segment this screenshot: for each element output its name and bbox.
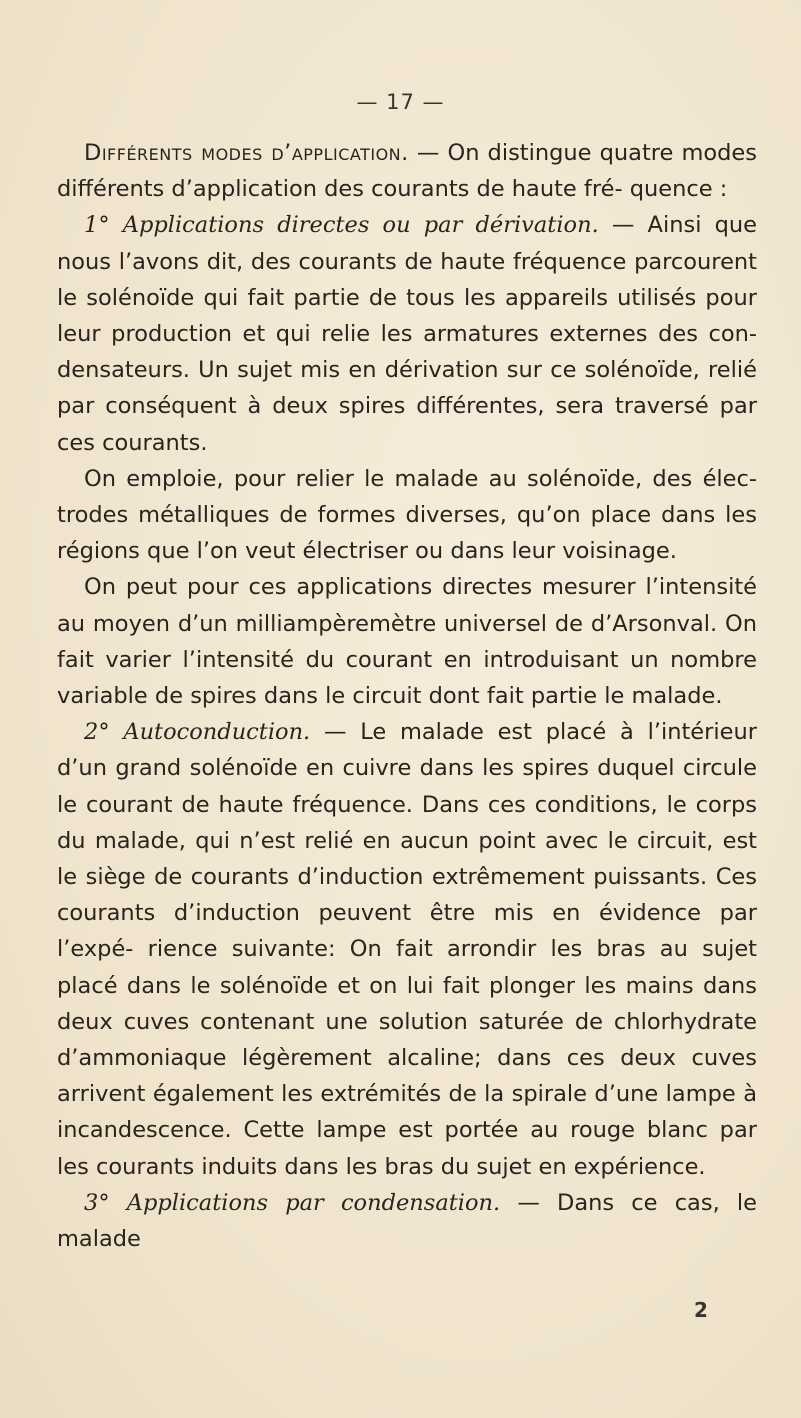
subsection-heading: 2° Autoconduction. [84, 719, 311, 746]
paragraph-electrodes [57, 461, 757, 570]
paragraph-text: On peut pour ces applications directes mesurer l’intensité au moyen d’un milliampèremètre universel de d’Arsonval. On fait varier l’intensité du courant en introduisant un nombre variable de spires dans le circuit dont fait partie le malade. [57, 574, 757, 710]
paragraph-text: — On distingue quatre modes différents d’application des courants de haute fré- quence : [57, 140, 757, 203]
paragraph-text: — Dans ce cas, le malade [57, 1189, 757, 1253]
section-heading: Différents modes d’application. [84, 140, 409, 166]
paragraph-intensite [57, 569, 757, 714]
signature-number: 2 [694, 1298, 708, 1322]
paragraph-text: — Ainsi que nous l’avons dit, des courants de haute fréquence parcourent le solénoïde qui fait partie de tous les appareils utilisés pour leur production et qui relie les armatures externes des con- densateurs. Un sujet mis en dérivation sur ce solénoïde, relié par conséquent à deux spires différentes, sera traversé par ces courants. [57, 212, 757, 456]
paragraph-autoconduction [57, 714, 757, 1185]
paragraph-modes [57, 135, 757, 207]
subsection-heading: 3° Applications par condensation. [84, 1189, 501, 1216]
subsection-heading: 1° Applications directes ou par dérivation. [84, 212, 599, 239]
body-text [57, 135, 757, 1257]
paragraph-text: — Le malade est placé à l’intérieur d’un grand solénoïde en cuivre dans les spires duquel circule le courant de haute fréquence. Dans ces conditions, le corps du malade, qui n’est relié en aucun point avec le circuit, est le siège de courants d’induction extrêmement puissants. Ces courants d’induction peuvent être mis en évidence par l’expé- rience suivante: On fait arrondir les bras au sujet placé dans le solénoïde et on lui fait plonger les mains dans deux cuves contenant une solution saturée de chlorhydrate d’ammoniaque légèrement alcaline; dans ces deux cuves arrivent également les extrémités de la spirale d’une lampe à incandescence. Cette lampe est portée au rouge blanc par les courants induits dans les bras du sujet en expérience. [57, 719, 758, 1180]
paragraph-text: On emploie, pour relier le malade au solénoïde, des élec- trodes métalliques de formes diverses, qu’on place dans les régions que l’on veut électriser ou dans leur voisinage. [57, 465, 757, 565]
paragraph-condensation [57, 1185, 757, 1257]
paragraph-applications-directes [57, 207, 757, 460]
page-number: — 17 — [356, 90, 445, 114]
